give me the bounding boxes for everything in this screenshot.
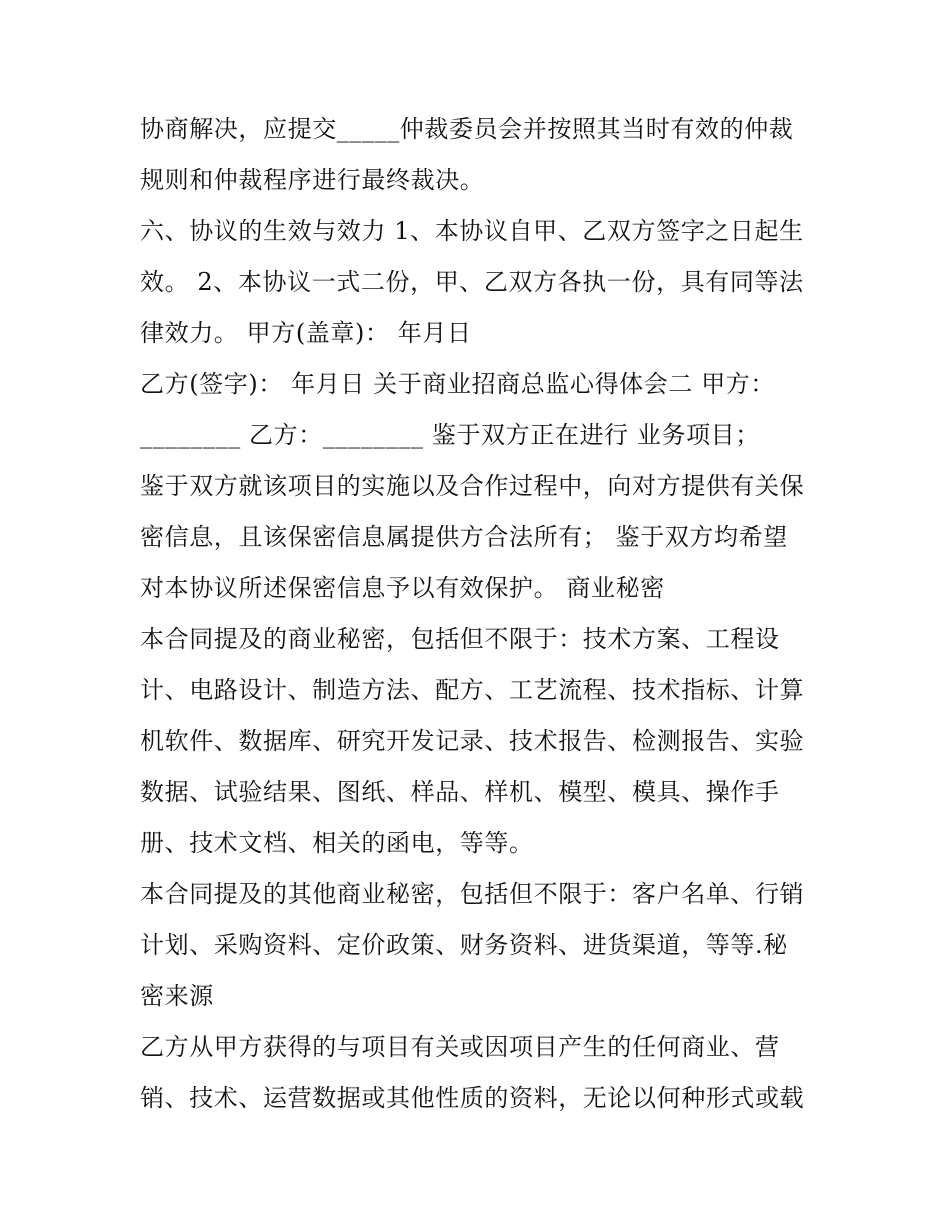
- text-line: 协商解决，应提交_____仲裁委员会并按照其当时有效的仲裁: [140, 115, 794, 143]
- text-line: 对本协议所述保密信息予以有效保护。 商业秘密: [140, 574, 665, 602]
- text-line: 本合同提及的商业秘密，包括但不限于：技术方案、工程设: [140, 625, 780, 653]
- text-line: 六、协议的生效与效力 1、本协议自甲、乙双方签字之日起生: [140, 217, 804, 245]
- document-body: [140, 104, 820, 1124]
- text-line: 机软件、数据库、研究开发记录、技术报告、检测报告、实验: [140, 727, 805, 755]
- text-line: 乙方(签字)： 年月日 关于商业招商总监心得体会二 甲方：: [140, 370, 776, 398]
- text-line: 本合同提及的其他商业秘密，包括但不限于：客户名单、行销: [140, 880, 805, 908]
- text-line: 册、技术文档、相关的函电，等等。: [140, 829, 534, 857]
- text-line: ________ 乙方：________ 鉴于双方正在进行 业务项目；: [140, 421, 760, 449]
- text-line: 律效力。 甲方(盖章)： 年月日: [140, 319, 472, 347]
- text-line: 效。 2、本协议一式二份，甲、乙双方各执一份，具有同等法: [140, 268, 804, 296]
- text-line: 乙方从甲方获得的与项目有关或因项目产生的任何商业、营: [140, 1033, 780, 1061]
- text-line: 规则和仲裁程序进行最终裁决。: [140, 166, 485, 194]
- text-line: 销、技术、运营数据或其他性质的资料，无论以何种形式或载: [140, 1084, 805, 1112]
- text-line: 数据、试验结果、图纸、样品、样机、模型、模具、操作手: [140, 778, 780, 806]
- text-line: 密信息，且该保密信息属提供方合法所有； 鉴于双方均希望: [140, 523, 788, 551]
- text-line: 计、电路设计、制造方法、配方、工艺流程、技术指标、计算: [140, 676, 805, 704]
- text-line: 计划、采购资料、定价政策、财务资料、进货渠道，等等.秘: [140, 931, 788, 959]
- text-line: 密来源: [140, 982, 214, 1010]
- text-line: 鉴于双方就该项目的实施以及合作过程中，向对方提供有关保: [140, 472, 805, 500]
